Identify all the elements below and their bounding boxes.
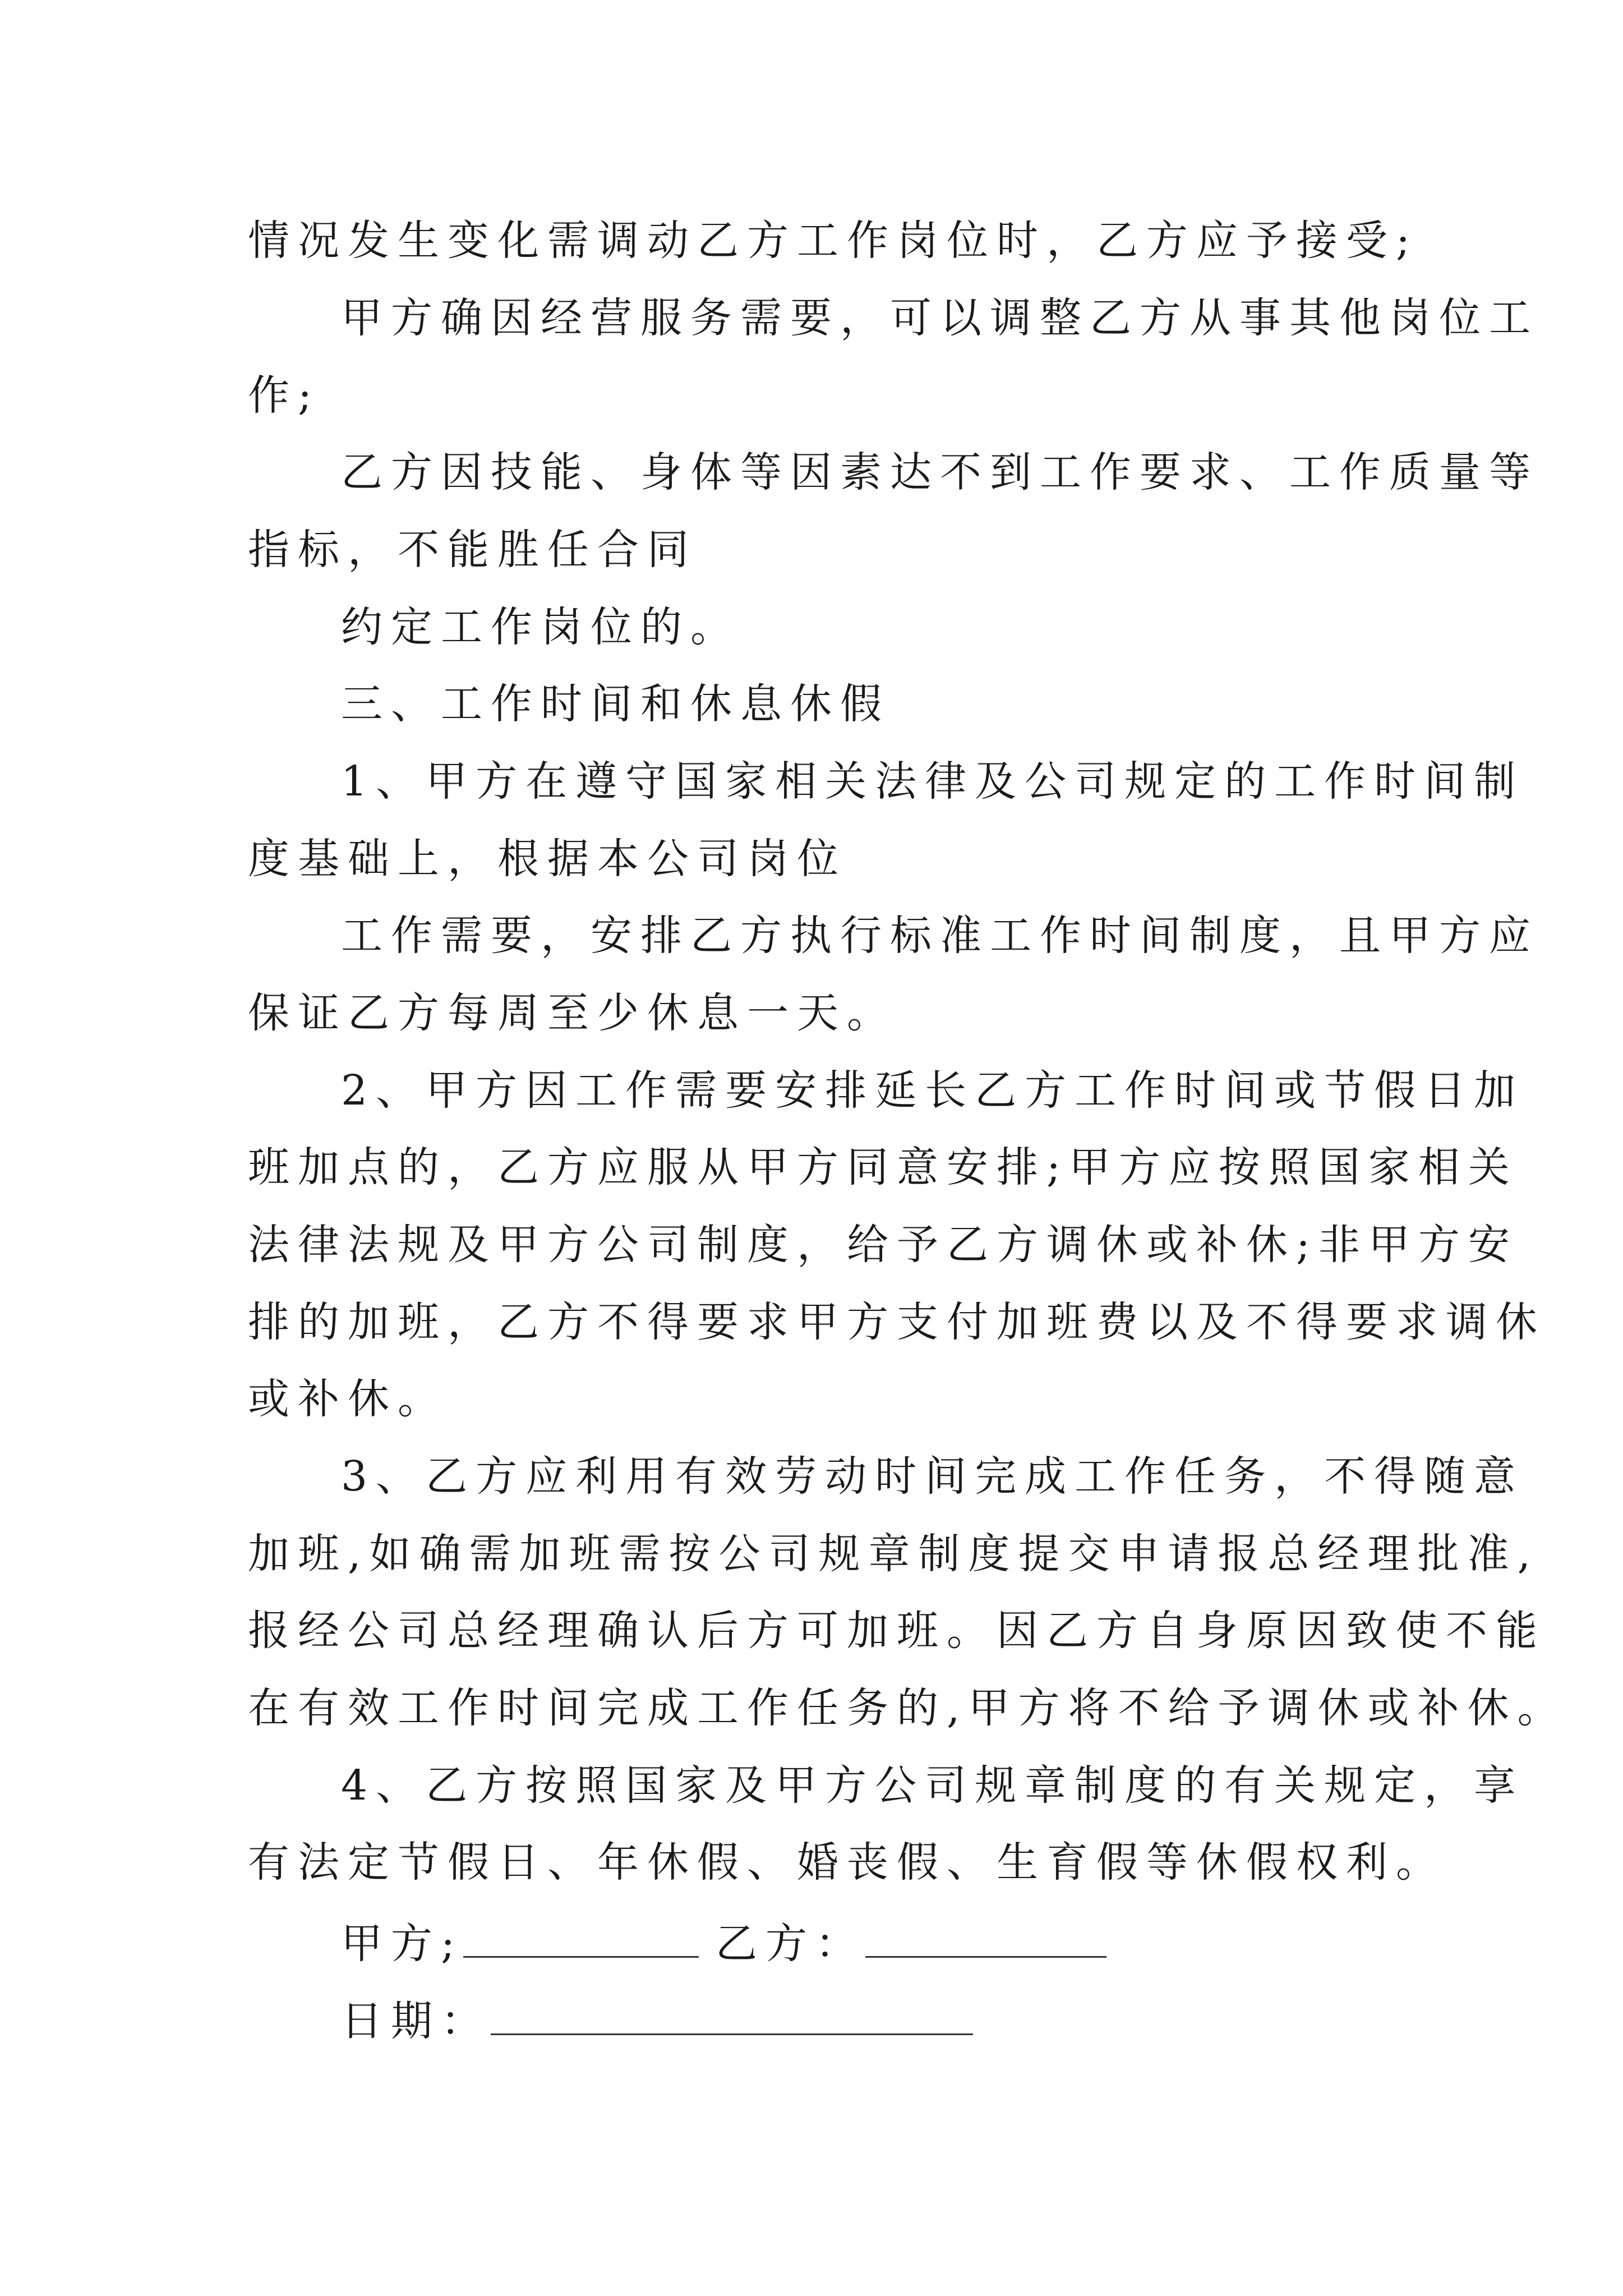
paragraph-line: 约定工作岗位的。	[341, 603, 740, 651]
paragraph-line: 1、甲方在遵守国家相关法律及公司规定的工作时间制	[341, 757, 1524, 806]
paragraph-line: 或补休。	[248, 1375, 448, 1423]
party-b-label: 乙方：	[715, 1920, 865, 1968]
paragraph-line: 班加点的，乙方应服从甲方同意安排;甲方应按照国家相关	[248, 1143, 1518, 1191]
date-blank	[491, 1996, 973, 2035]
paragraph-line: 情况发生变化需调动乙方工作岗位时，乙方应予接受;	[248, 217, 1418, 265]
paragraph-line: 作;	[248, 371, 320, 420]
paragraph-line: 甲方确因经营服务需要，可以调整乙方从事其他岗位工	[341, 294, 1539, 342]
party-b-blank	[865, 1919, 1106, 1958]
paragraph-line: 报经公司总经理确认后方可加班。因乙方自身原因致使不能	[248, 1607, 1546, 1655]
paragraph-line: 指标，不能胜任合同	[248, 526, 697, 574]
section-heading: 三、工作时间和休息休假	[341, 680, 890, 728]
paragraph-line: 度基础上，根据本公司岗位	[248, 835, 847, 883]
paragraph-line: 乙方因技能、身体等因素达不到工作要求、工作质量等	[341, 448, 1539, 496]
party-a-label: 甲方;	[341, 1920, 463, 1968]
paragraph-line: 在有效工作时间完成工作任务的,甲方将不给予调休或补休。	[248, 1684, 1567, 1732]
paragraph-line: 加班,如确需加班需按公司规章制度提交申请报总经理批准,	[248, 1530, 1539, 1578]
paragraph-line: 法律法规及甲方公司制度，给予乙方调休或补休;非甲方安	[248, 1221, 1518, 1269]
paragraph-line: 3、乙方应利用有效劳动时间完成工作任务，不得随意	[341, 1452, 1524, 1501]
date-row	[341, 1996, 990, 2045]
paragraph-line: 2、甲方因工作需要安排延长乙方工作时间或节假日加	[341, 1066, 1524, 1115]
paragraph-line: 4、乙方按照国家及甲方公司规章制度的有关规定，享	[341, 1761, 1524, 1810]
paragraph-line: 保证乙方每周至少休息一天。	[248, 989, 897, 1037]
party-a-blank	[463, 1919, 699, 1958]
signature-row	[341, 1919, 1123, 1968]
paragraph-line: 有法定节假日、年休假、婚丧假、生育假等休假权利。	[248, 1838, 1446, 1887]
paragraph-line: 排的加班，乙方不得要求甲方支付加班费以及不得要求调休	[248, 1298, 1546, 1346]
paragraph-line: 工作需要，安排乙方执行标准工作时间制度，且甲方应	[341, 912, 1539, 960]
date-label: 日期：	[341, 1997, 491, 2045]
